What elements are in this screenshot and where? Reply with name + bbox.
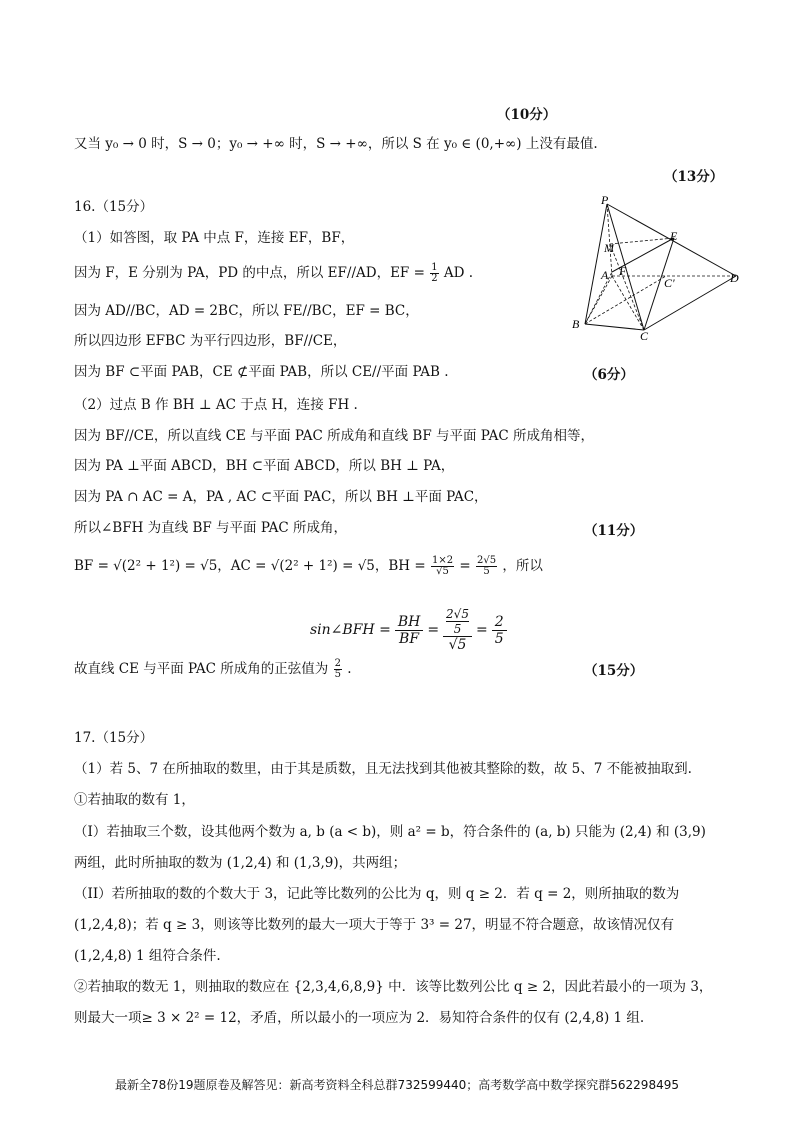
text-line: （1）若 5、7 在所抽取的数里，由于其是质数，且无法找到其他被其整除的数，故 5、7 不能被抽取到.: [74, 761, 692, 777]
formula-fraction-3: [492, 614, 507, 647]
edge-cd: [644, 276, 736, 330]
edge-pb: [585, 204, 607, 324]
text-line: （1）如答图，取 PA 中点 F，连接 EF，BF，: [74, 230, 355, 246]
score-15: （15分）: [584, 663, 644, 679]
text-line: 因为 PA ⊥平面 ABCD，BH ⊂平面 ABCD，所以 BH ⊥ PA，: [74, 458, 455, 474]
text-line: 两组，此时所抽取的数为 (1,2,4) 和 (1,3,9)，共两组；: [74, 855, 407, 871]
score-11: （11分）: [584, 523, 644, 539]
fraction-numerator: 2: [492, 614, 507, 631]
label-e: E: [670, 229, 678, 243]
text-segment: 故直线 CE 与平面 PAC 所成角的正弦值为: [74, 661, 329, 677]
text-segment: AD .: [443, 265, 474, 281]
score-13: （13分）: [664, 169, 724, 185]
text-line: 因为 BF//CE，所以直线 CE 与平面 PAC 所成角和直线 BF 与平面 PAC 所成角相等，: [74, 428, 595, 444]
text-line: 则最大一项≥ 3 × 2² = 12，矛盾，所以最小的一项应为 2．易知符合条件的仅有 (2,4,8) 1 组.: [74, 1010, 645, 1026]
text-segment: =: [459, 558, 471, 574]
label-f: F: [619, 264, 627, 278]
page-footer: 最新全78份19题原卷及解答见：新高考资料全科总群732599440；高考数学高中数学探究群562298495: [115, 1078, 679, 1092]
fraction-denominator: BF: [399, 630, 420, 647]
text-line: [74, 263, 473, 284]
formula-fraction-2: [443, 607, 472, 653]
fraction-denominator: 5: [494, 630, 504, 647]
fraction-numerator: 2√5: [477, 555, 497, 566]
text-line: [74, 556, 543, 577]
text-segment: BF = √(2² + 1²) = √5，AC = √(2² + 1²) = √5，BH =: [74, 558, 426, 574]
text-line: （II）若所抽取的数的个数大于 3，记此等比数列的公比为 q，则 q ≥ 2．若 q = 2，则所抽取的数为: [74, 886, 680, 902]
fraction-denominator: √5: [448, 637, 467, 653]
text-segment: .: [347, 661, 352, 677]
fraction-numerator: 1×2: [431, 555, 454, 566]
question-17-heading: 17.（15分）: [74, 730, 154, 746]
label-b: B: [572, 317, 580, 331]
fraction-answer: [334, 659, 342, 680]
formula-fraction-1: [395, 614, 424, 647]
label-m: M: [604, 241, 614, 255]
score-6: （6分）: [584, 367, 634, 383]
edge-pa: [607, 204, 612, 276]
nested-denominator: 5: [453, 622, 462, 636]
edge-bc: [585, 324, 644, 330]
fraction-denominator: √5: [436, 566, 449, 577]
text-line: 因为 AD//BC，AD = 2BC，所以 FE//BC，EF = BC，: [74, 303, 419, 319]
label-c-prime: C': [664, 276, 675, 290]
text-line: 所以∠BFH 为直线 BF 与平面 PAC 所成角，: [74, 520, 348, 536]
nested-numerator: 2√5: [446, 607, 469, 621]
text-line: 因为 BF ⊂平面 PAB，CE ⊄平面 PAB，所以 CE//平面 PAB .: [74, 364, 449, 380]
sine-formula: [310, 607, 507, 653]
formula-lhs: sin∠BFH =: [310, 622, 391, 638]
fraction-bh: [431, 556, 454, 577]
pyramid-figure: [568, 194, 748, 342]
formula-equals: =: [427, 622, 440, 638]
text-line: ①若抽取的数有 1，: [74, 792, 195, 808]
label-a: A: [601, 268, 609, 282]
edge-ac: [612, 276, 644, 330]
label-p: P: [601, 194, 609, 207]
fraction-denominator: 5: [334, 669, 341, 680]
text-line: (1,2,4,8)；若 q ≥ 3，则该等比数列的最大一项大于等于 3³ = 27，明显不符合题意，故该情况仅有: [74, 917, 675, 933]
fraction-numerator: 1: [431, 262, 438, 273]
fraction-denominator: 2: [431, 273, 438, 284]
label-d: D: [730, 271, 739, 285]
fraction-bh2: [476, 556, 497, 577]
label-c: C: [640, 329, 649, 342]
text-line: [74, 659, 352, 680]
text-line: (1,2,4,8) 1 组符合条件.: [74, 948, 221, 964]
question-16-heading: 16.（15分）: [74, 199, 154, 215]
text-segment: 因为 F，E 分别为 PA，PD 的中点，所以 EF//AD，EF =: [74, 265, 425, 281]
score-10: （10分）: [497, 107, 557, 123]
fraction-denominator: 5: [483, 566, 490, 577]
text-line: （2）过点 B 作 BH ⊥ AC 于点 H，连接 FH .: [74, 397, 358, 413]
text-line: 因为 PA ∩ AC = A，PA , AC ⊂平面 PAC，所以 BH ⊥平面 PAC，: [74, 489, 488, 505]
fraction-half: [430, 263, 438, 284]
text-line: 又当 y₀ → 0 时，S → 0；y₀ → +∞ 时，S → +∞，所以 S 在 y₀ ∈ (0,+∞) 上没有最值.: [74, 136, 598, 152]
formula-equals: =: [475, 622, 488, 638]
text-line: 所以四边形 EFBC 为平行四边形，BF//CE，: [74, 333, 347, 349]
text-line: （I）若抽取三个数，设其他两个数为 a, b (a < b)，则 a² = b，符合条件的 (a, b) 只能为 (2,4) 和 (3,9): [74, 824, 706, 840]
fraction-numerator: BH: [395, 614, 424, 631]
fraction-numerator: [443, 607, 472, 637]
fraction-numerator: 2: [334, 658, 341, 669]
text-line: ②若抽取的数无 1，则抽取的数应在 {2,3,4,6,8,9} 中．该等比数列公比 q ≥ 2，因此若最小的一项为 3，: [74, 979, 713, 995]
text-segment: ，所以: [502, 558, 543, 574]
